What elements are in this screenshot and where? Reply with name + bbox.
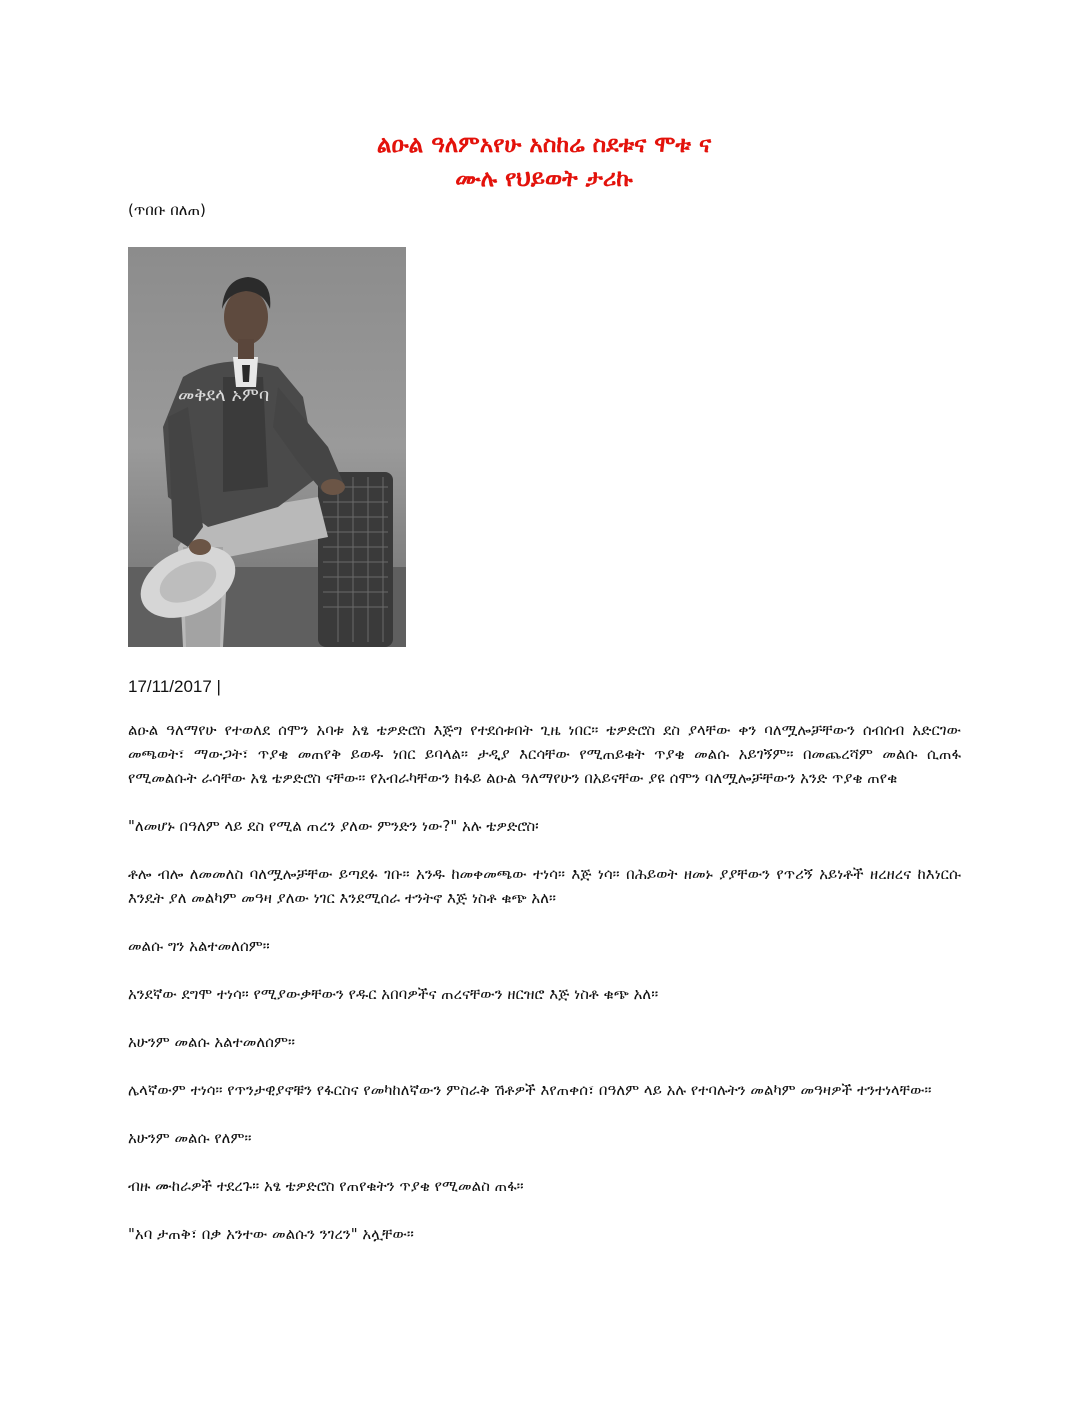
- publication-date: 17/11/2017 |: [128, 677, 221, 696]
- paragraph: "ለመሆኑ በዓለም ላይ ደስ የሚል ጠረን ያለው ምንድን ነው?" አሉ ቴዎድሮስ፡: [128, 817, 539, 835]
- portrait-photo: [128, 247, 406, 647]
- paragraph: "አባ ታጠቅ፣ በቃ አንተው መልሱን ንገረን" አሏቸው።: [128, 1225, 414, 1243]
- paragraph: ቶሎ ብሎ ለመመለስ ባለሟሎቻቸው ይጣደፉ ገቡ። አንዱ ከመቀመጫው ተነሳ። እጅ ነሳ። በሕይወት ዘመኑ ያያቸውን የጥሪኝ አይነቶች ዘረዘረና ከእነርሱ እንዴት ያለ መልካም መዓዛ ያለው ነገር እንደሚሰራ ተንትኖ እጅ ነስቶ ቁጭ አለ።: [128, 865, 961, 907]
- author-byline: (ጥበቡ በለጠ): [128, 201, 206, 219]
- title-line-2: ሙሉ የህይወት ታሪኩ: [455, 166, 633, 192]
- paragraph: አንደኛው ደግሞ ተነሳ። የሚያውቃቸውን የዱር አበባዎችና ጠረናቸውን ዘርዝሮ እጅ ነስቶ ቁጭ አለ።: [128, 985, 659, 1003]
- photo-watermark: መቅደላ ኦምባ: [178, 385, 270, 406]
- paragraph: መልሱ ግን አልተመለሰም።: [128, 937, 270, 955]
- paragraph: አሁንም መልሱ የለም።: [128, 1129, 252, 1147]
- title-line-1: ልዑል ዓለምአየሁ አስከሬ ስደቱና ሞቱ ና: [376, 132, 712, 158]
- document-title: [0, 128, 1088, 196]
- article-body: [128, 718, 961, 1270]
- paragraph: አሁንም መልሱ አልተመለሰም።: [128, 1033, 295, 1051]
- paragraph: ሌላኛውም ተነሳ። የጥንታዊያኖቹን የፋርስና የመካከለኛውን ምስራቅ ሽቶዎች እየጠቀሰ፣ በዓለም ላይ አሉ የተባሉትን መልካም መዓዛዎች ተንተነላቸው።: [128, 1081, 932, 1099]
- paragraph: ብዙ ሙከራዎች ተደረጉ። አፄ ቴዎድሮስ የጠየቁትን ጥያቄ የሚመልስ ጠፋ።: [128, 1177, 524, 1195]
- paragraph: ልዑል ዓለማየሁ የተወለደ ሰሞን አባቱ አፄ ቴዎድሮስ እጅግ የተደሰቱበት ጊዜ ነበር። ቴዎድሮስ ደስ ያላቸው ቀን ባለሟሎቻቸውን ሰብሰብ አድርገው መጫወት፣ ማውጋት፣ ጥያቄ መጠየቅ ይወዱ ነበር ይባላል። ታዲያ እርሳቸው የሚጠይቁት ጥያቄ መልሱ አይገኝም። በመጨረሻም መልሱ ሲጠፋ የሚመልሱት ራሳቸው አፄ ቴዎድሮስ ናቸው። የአብራካቸውን ክፋይ ልዑል ዓለማየሁን በአይናቸው ያዩ ሰሞን ባለሟሎቻቸውን አንድ ጥያቄ ጠየቁ: [128, 721, 961, 787]
